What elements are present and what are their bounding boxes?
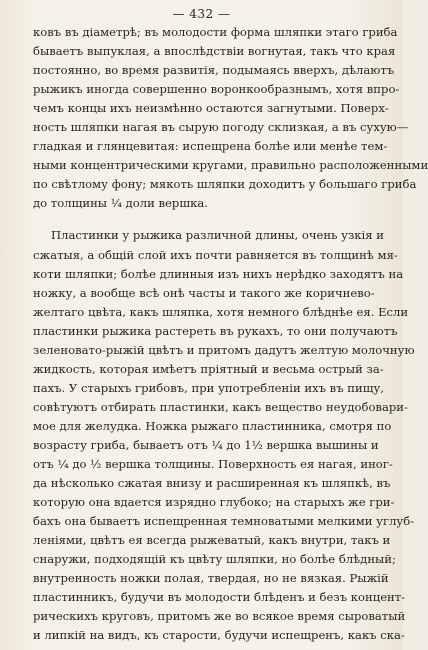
text-line: и липкій на видъ, къ старости, будучи испещренъ, какъ ска- [33,628,405,643]
page-number: — 432 — [172,7,231,21]
text-line: постоянно, во время развитія, подымаясь вверхъ, дѣлаютъ [33,63,395,78]
text-line: пластинки рыжика растереть въ рукахъ, то они получаютъ [33,323,398,338]
text-line: жидкость, которая имѣетъ пріятный и весьма острый за- [33,361,384,376]
text-line: до толщины ¼ доли вершка. [33,196,208,211]
text-line: ными концентрическими кругами, правильно расположенными [33,158,428,173]
text-line: зеленовато-рыжій цвѣтъ и притомъ дадутъ желтую молочную [33,342,415,357]
text-line: леніями, цвѣтъ ея всегда рыжеватый, какъ внутри, такъ и [33,533,391,548]
text-line: возрасту гриба, бываетъ отъ ¼ до 1½ вершка вышины и [33,437,379,452]
text-line: которую она вдается изрядно глубоко; на старыхъ же гри- [33,495,395,510]
text-line: рыжикъ иногда совершенно воронкообразнымъ, хотя впро- [33,82,400,97]
text-line: гладкая и глянцевитая: испещрена болѣе или менѣе тем- [33,139,388,154]
text-line: да нѣсколько сжатая внизу и расширенная къ шляпкѣ, въ [33,476,391,491]
text-line: отъ ¼ до ½ вершка толщины. Поверхность ея нагая, иног- [33,457,393,472]
page-body [33,23,428,646]
paragraph-1 [33,23,428,213]
text-line: совѣтуютъ отбирать пластинки, какъ вещество неудобовари- [33,399,408,414]
text-line: бываетъ выпуклая, а впослѣдствіи вогнутая, такъ что края [33,44,396,59]
text-line: сжатыя, а общій слой ихъ почти равняется въ толщинѣ мя- [33,247,398,262]
text-line: мое для желудка. Ножка рыжаго пластинника, смотря по [33,418,392,433]
text-line: внутренность ножки полая, твердая, но не вязкая. Рыжій [33,571,389,586]
text-line: ковъ въ діаметрѣ; въ молодости форма шляпки этаго гриба [33,25,398,39]
text-line: бахъ она бываетъ испещренная темноватыми мелкими углуб- [33,514,415,529]
text-line: по свѣтлому фону; мякоть шляпки доходитъ у большаго гриба [33,177,417,192]
text-line: рическихъ круговъ, притомъ же во всякое время сыроватый [33,609,406,624]
text-line: ножку, а вообще всѣ онѣ часты и такого же коричнево- [33,285,375,300]
text-line: Пластинки у рыжика различной длины, очень узкія и [51,228,384,243]
text-line: снаружи, подходящій къ цвѣту шляпки, но болѣе блѣдный; [33,552,396,567]
text-line: пахъ. У старыхъ грибовъ, при употребленіи ихъ въ пищу, [33,380,385,395]
text-line: желтаго цвѣта, какъ шляпка, хотя немного блѣднѣе ея. Если [33,304,409,319]
text-line: пластинникъ, будучи въ молодости блѣденъ и безъ концент- [33,590,406,605]
text-line: коти шляпки; болѣе длинныя изъ нихъ нерѣдко заходятъ на [33,266,404,281]
paragraph-2 [33,226,415,645]
text-line: ность шляпки нагая въ сырую погоду склизкая, а въ сухую— [33,120,409,135]
text-line: чемъ концы ихъ неизмѣнно остаются загнутыми. Поверх- [33,101,389,116]
